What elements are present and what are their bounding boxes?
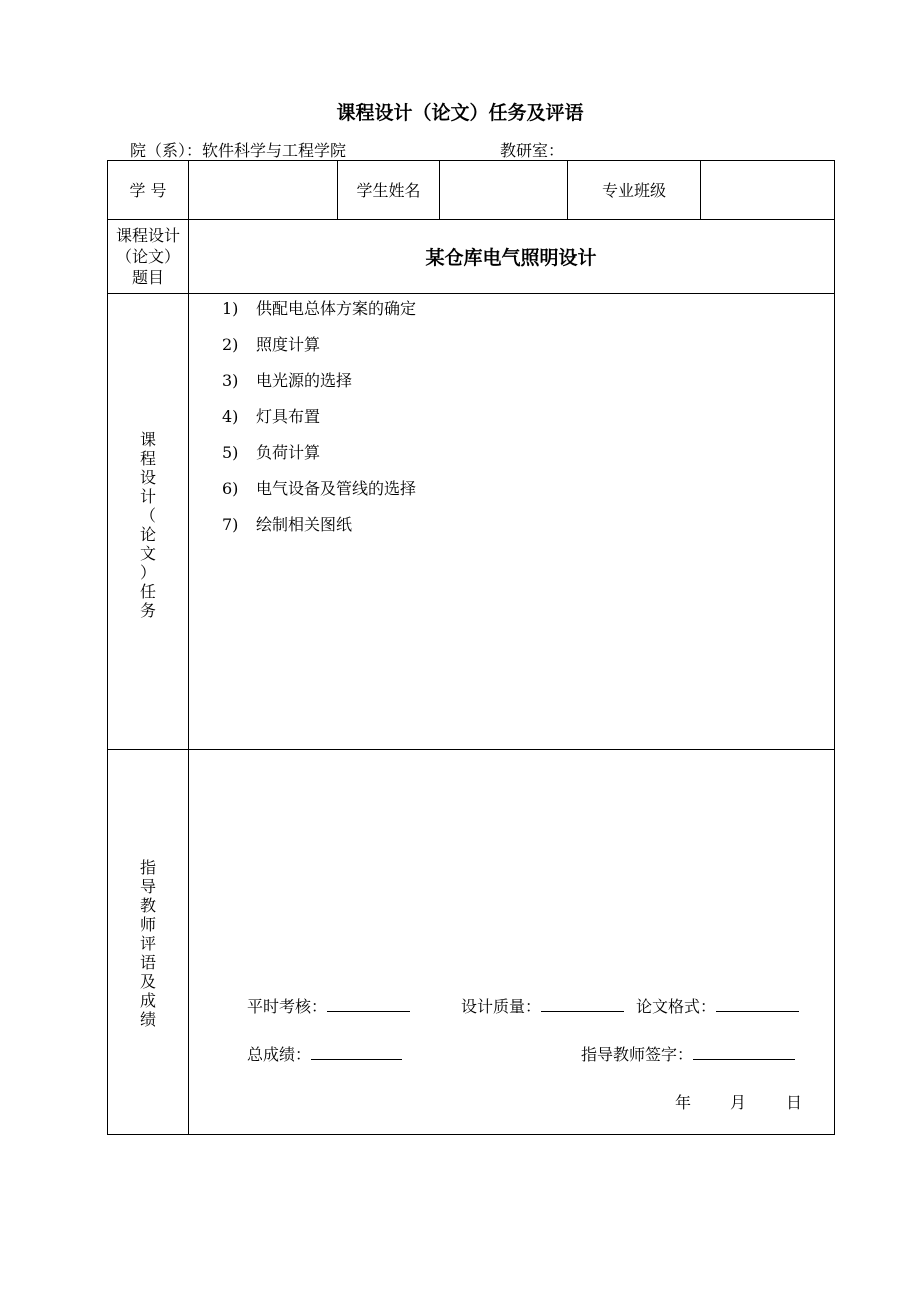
major-class-field[interactable] bbox=[701, 161, 834, 219]
topic-label-line: 课程设计 bbox=[115, 226, 180, 245]
tasks-label-char: 课 bbox=[139, 430, 156, 449]
paper-format-field[interactable] bbox=[716, 997, 799, 1012]
comments-label-char: 成 bbox=[139, 991, 156, 1010]
task-text: 灯具布置 bbox=[256, 407, 321, 426]
task-number: 1) bbox=[222, 299, 239, 318]
task-text: 照度计算 bbox=[256, 335, 321, 354]
usual-score-label: 平时考核： bbox=[247, 997, 328, 1016]
advisor-signature-label: 指导教师签字： bbox=[581, 1045, 694, 1064]
total-score-field[interactable] bbox=[311, 1045, 402, 1060]
usual-score-field[interactable] bbox=[327, 997, 410, 1012]
paper-format-label: 论文格式： bbox=[636, 997, 717, 1016]
total-score-label: 总成绩： bbox=[247, 1045, 312, 1064]
paper-format bbox=[636, 994, 799, 1017]
date-year: 年 bbox=[675, 1093, 692, 1112]
tasks-label-char: 务 bbox=[139, 601, 156, 620]
task-number: 4) bbox=[222, 407, 239, 426]
task-number: 5) bbox=[222, 443, 239, 462]
department-label: 院（系）： bbox=[130, 141, 203, 160]
advisor-signature bbox=[581, 1042, 795, 1065]
task-number: 2) bbox=[222, 335, 239, 354]
tasks-label bbox=[108, 430, 188, 620]
task-number: 6) bbox=[222, 479, 239, 498]
comments-label bbox=[108, 858, 188, 1029]
tasks-label-char: 程 bbox=[139, 449, 156, 468]
tasks-label-char: 文 bbox=[139, 544, 156, 563]
topic-label-line: （论文） bbox=[115, 247, 180, 266]
tasks-label-char: ） bbox=[139, 563, 156, 582]
student-id-field[interactable] bbox=[189, 161, 337, 219]
usual-score bbox=[247, 994, 410, 1017]
department-line bbox=[130, 138, 346, 161]
comments-label-char: 语 bbox=[139, 953, 156, 972]
task-item bbox=[222, 368, 352, 391]
table-border-bottom bbox=[107, 1134, 835, 1135]
design-quality-field[interactable] bbox=[541, 997, 624, 1012]
office-label: 教研室： bbox=[500, 141, 565, 160]
page-title: 课程设计（论文）任务及评语 bbox=[336, 102, 584, 124]
task-text: 电光源的选择 bbox=[256, 371, 353, 390]
comments-label-char: 导 bbox=[139, 877, 156, 896]
total-score bbox=[247, 1042, 402, 1065]
student-name-field[interactable] bbox=[440, 161, 567, 219]
major-class-label: 专业班级 bbox=[601, 181, 666, 200]
row-divider-2 bbox=[107, 293, 835, 294]
task-item bbox=[222, 404, 320, 427]
topic-label bbox=[108, 220, 188, 293]
date-day: 日 bbox=[786, 1093, 803, 1112]
comments-label-char: 及 bbox=[139, 972, 156, 991]
task-item bbox=[222, 296, 416, 319]
task-item bbox=[222, 440, 320, 463]
row-divider-3 bbox=[107, 749, 835, 750]
comments-label-char: 绩 bbox=[139, 1010, 156, 1029]
comments-label-char: 师 bbox=[139, 915, 156, 934]
tasks-label-char: 任 bbox=[139, 582, 156, 601]
tasks-label-char: 设 bbox=[139, 468, 156, 487]
date-month: 月 bbox=[730, 1093, 747, 1112]
task-item bbox=[222, 476, 416, 499]
topic-label-line: 题目 bbox=[131, 268, 164, 287]
task-text: 电气设备及管线的选择 bbox=[256, 479, 417, 498]
task-text: 负荷计算 bbox=[256, 443, 321, 462]
task-text: 绘制相关图纸 bbox=[256, 515, 353, 534]
comments-label-char: 评 bbox=[139, 934, 156, 953]
task-number: 3) bbox=[222, 371, 239, 390]
comments-label-char: 教 bbox=[139, 896, 156, 915]
label-column-divider bbox=[188, 160, 189, 1135]
student-name-label: 学生姓名 bbox=[356, 181, 421, 200]
task-text: 供配电总体方案的确定 bbox=[256, 299, 417, 318]
task-item bbox=[222, 332, 320, 355]
table-border-right bbox=[834, 160, 835, 1135]
tasks-label-char: 计 bbox=[139, 487, 156, 506]
advisor-signature-field[interactable] bbox=[693, 1045, 795, 1060]
tasks-label-char: （ bbox=[139, 506, 156, 525]
task-number: 7) bbox=[222, 515, 239, 534]
topic-value: 某仓库电气照明设计 bbox=[425, 247, 597, 269]
design-quality-label: 设计质量： bbox=[461, 997, 542, 1016]
comments-label-char: 指 bbox=[139, 858, 156, 877]
design-quality bbox=[461, 994, 624, 1017]
task-item bbox=[222, 512, 352, 535]
student-id-label: 学 号 bbox=[129, 181, 167, 200]
tasks-label-char: 论 bbox=[139, 525, 156, 544]
department-value: 软件科学与工程学院 bbox=[202, 141, 347, 160]
